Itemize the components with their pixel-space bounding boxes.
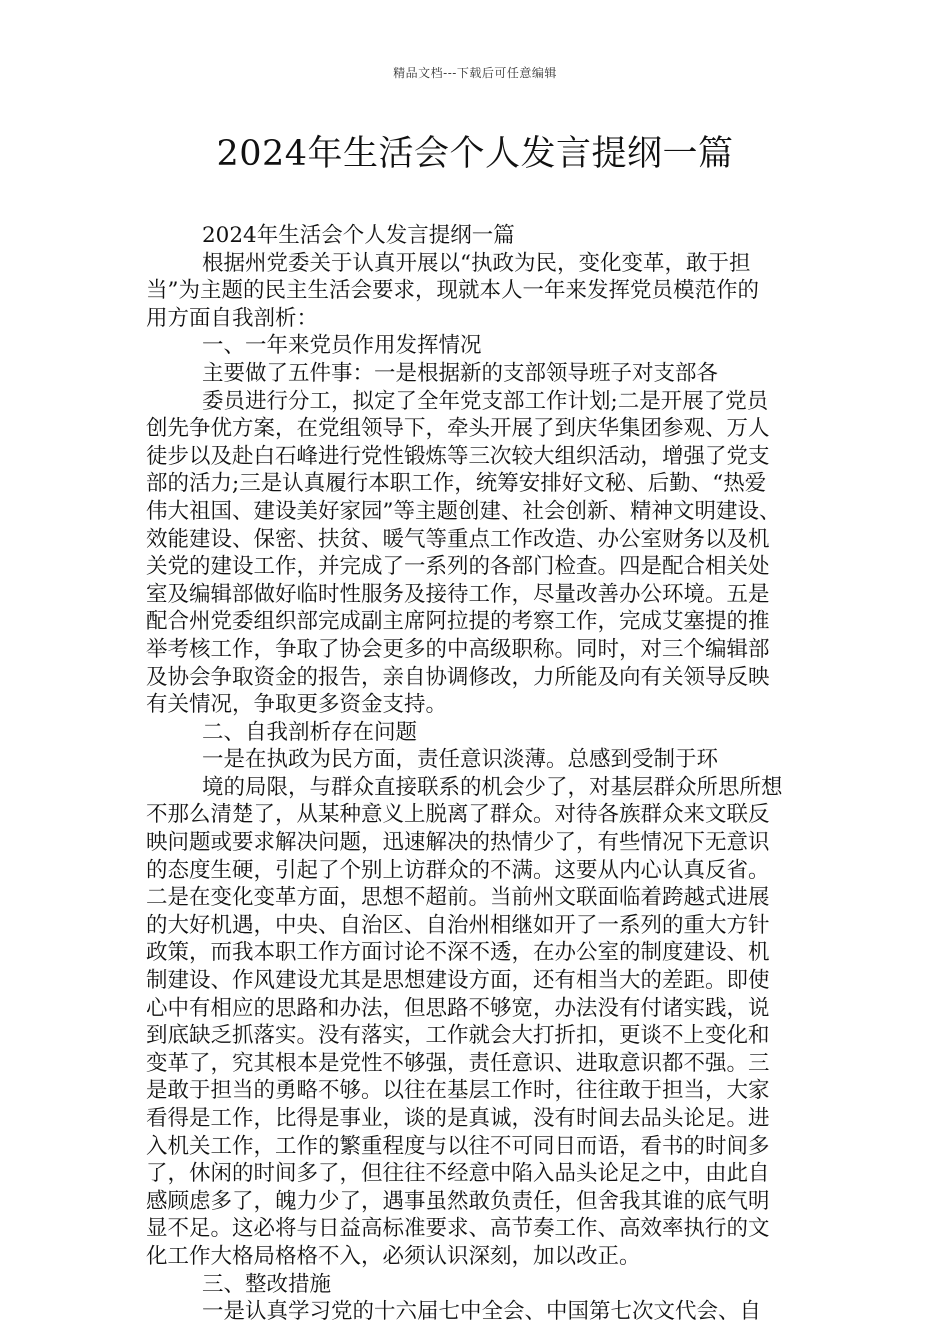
body-line: 心中有相应的思路和办法，但思路不够宽，办法没有付诸实践，说 bbox=[146, 995, 770, 1021]
body-line: 举考核工作，争取了协会更多的中高级职称。同时，对三个编辑部 bbox=[146, 636, 770, 662]
body-line: 感顾虑多了，魄力少了，遇事虽然敢负责任，但舍我其谁的底气明 bbox=[146, 1188, 770, 1214]
body-line: 二是在变化变革方面，思想不超前。当前州文联面临着跨越式进展 bbox=[146, 885, 770, 911]
body-line: 部的活力;三是认真履行本职工作，统筹安排好文秘、后勤、“热爱 bbox=[146, 471, 767, 497]
body-line: 境的局限，与群众直接联系的机会少了，对基层群众所思所想 bbox=[202, 774, 783, 800]
body-line: 当”为主题的民主生活会要求，现就本人一年来发挥党员模范作的 bbox=[146, 278, 759, 304]
body-line: 根据州党委关于认真开展以“执政为民，变化变革，敢于担 bbox=[202, 250, 751, 276]
body-line: 2024年生活会个人发言提纲一篇 bbox=[202, 223, 515, 248]
body-line: 关党的建设工作，并完成了一系列的各部门检查。四是配合相关处 bbox=[146, 554, 770, 580]
body-line: 一是在执政为民方面，责任意识淡薄。总感到受制于环 bbox=[202, 747, 719, 773]
document-body bbox=[146, 222, 826, 1326]
body-line: 映问题或要求解决问题，迅速解决的热情少了，有些情况下无意识 bbox=[146, 830, 770, 856]
body-line: 不那么清楚了，从某种意义上脱离了群众。对待各族群众来文联反 bbox=[146, 802, 770, 828]
body-line: 政策，而我本职工作方面讨论不深不透，在办公室的制度建设、机 bbox=[146, 940, 770, 966]
body-line: 二、自我剖析存在问题 bbox=[202, 719, 418, 745]
body-line: 伟大祖国、建设美好家园”等主题创建、社会创新、精神文明建设、 bbox=[146, 498, 781, 524]
body-line: 徒步以及赴白石峰进行党性锻炼等三次较大组织活动，增强了党支 bbox=[146, 443, 770, 469]
body-line: 化工作大格局格格不入，必须认识深刻，加以改正。 bbox=[146, 1243, 641, 1269]
body-line: 的大好机遇，中央、自治区、自治州相继如开了一系列的重大方针 bbox=[146, 912, 770, 938]
body-line: 主要做了五件事：一是根据新的支部领导班子对支部各 bbox=[202, 360, 719, 386]
body-line: 显不足。这必将与日益高标准要求、高节奏工作、高效率执行的文 bbox=[146, 1216, 770, 1242]
document-title: 2024年生活会个人发言提纲一篇 bbox=[216, 134, 734, 174]
body-line: 三、整改措施 bbox=[202, 1271, 332, 1297]
body-line: 了，休闲的时间多了，但往往不经意中陷入品头论足之中，由此自 bbox=[146, 1161, 770, 1187]
body-line: 看得是工作，比得是事业，谈的是真诚，没有时间去品头论足。进 bbox=[146, 1106, 770, 1131]
body-line: 入机关工作，工作的繁重程度与以往不可同日而语，看书的时间多 bbox=[146, 1133, 770, 1159]
body-line: 创先争优方案，在党组领导下，牵头开展了到庆华集团参观、万人 bbox=[146, 416, 770, 442]
body-line: 一是认真学习党的十六届七中全会、中国第七次文代会、自 bbox=[202, 1299, 762, 1325]
body-line: 配合州党委组织部完成副主席阿拉提的考察工作，完成艾塞提的推 bbox=[146, 609, 770, 635]
body-line: 用方面自我剖析： bbox=[146, 305, 319, 331]
body-line: 委员进行分工，拟定了全年党支部工作计划;二是开展了党员 bbox=[202, 388, 769, 414]
body-line: 是敢于担当的勇略不够。以往在基层工作时，往往敢于担当，大家 bbox=[146, 1078, 770, 1104]
body-line: 室及编辑部做好临时性服务及接待工作，尽量改善办公环境。五是 bbox=[146, 581, 770, 607]
body-line: 到底缺乏抓落实。没有落实，工作就会大打折扣，更谈不上变化和 bbox=[146, 1023, 770, 1049]
body-line: 效能建设、保密、扶贫、暖气等重点工作改造、办公室财务以及机 bbox=[146, 526, 770, 552]
body-line: 有关情况，争取更多资金支持。 bbox=[146, 692, 448, 718]
body-line: 的态度生硬，引起了个别上访群众的不满。这要从内心认真反省。 bbox=[146, 857, 770, 883]
body-line: 一、一年来党员作用发挥情况 bbox=[202, 333, 482, 359]
page-header: 精品文档---下载后可任意编辑 bbox=[393, 66, 557, 80]
body-line: 制建设、作风建设尤其是思想建设方面，还有相当大的差距。即使 bbox=[146, 968, 770, 994]
body-line: 及协会争取资金的报告，亲自协调修改，力所能及向有关领导反映 bbox=[146, 664, 770, 690]
body-line: 变革了，究其根本是党性不够强，责任意识、进取意识都不强。三 bbox=[146, 1050, 770, 1076]
